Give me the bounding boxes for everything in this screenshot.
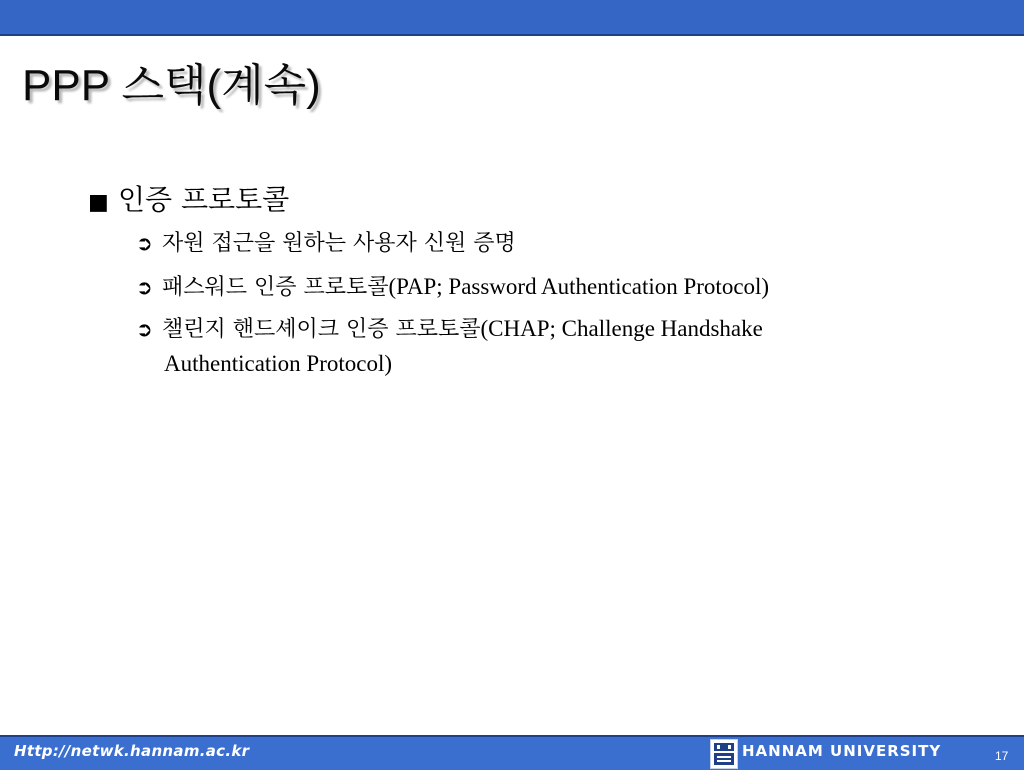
sub-item-2-text-en: (PAP; Password Authentication Protocol)	[388, 274, 770, 299]
sub-item-3-text-en: (CHAP; Challenge Handshake	[480, 316, 763, 341]
arrow-bullet-icon: ➲	[136, 231, 153, 255]
sub-item-1-text: 자원 접근을 원하는 사용자 신원 증명	[162, 231, 516, 256]
sub-item-3-text-en-cont: Authentication Protocol)	[164, 351, 393, 376]
square-bullet-icon: ■	[88, 190, 109, 215]
sub-item-2-text-ko: 패스워드 인증 프로토콜	[162, 275, 389, 300]
university-name: HANNAM UNIVERSITY	[742, 742, 942, 760]
arrow-bullet-icon: ➲	[136, 317, 153, 341]
arrow-bullet-icon: ➲	[136, 275, 153, 299]
bullet-heading	[88, 180, 289, 223]
hannam-logo-icon	[710, 739, 738, 769]
sub-item-1	[136, 226, 516, 261]
sub-item-3-text-ko: 챌린지 핸드셰이크 인증 프로토콜	[162, 317, 481, 342]
heading-text: 인증 프로토콜	[118, 183, 290, 216]
footer-url[interactable]: Http://netwk.hannam.ac.kr	[14, 742, 250, 760]
sub-item-3	[136, 312, 956, 381]
slide-title: PPP 스택(계속)	[22, 61, 321, 110]
sub-item-2	[136, 270, 769, 305]
page-number: 17	[995, 749, 1009, 763]
footer-bar	[0, 735, 1024, 770]
